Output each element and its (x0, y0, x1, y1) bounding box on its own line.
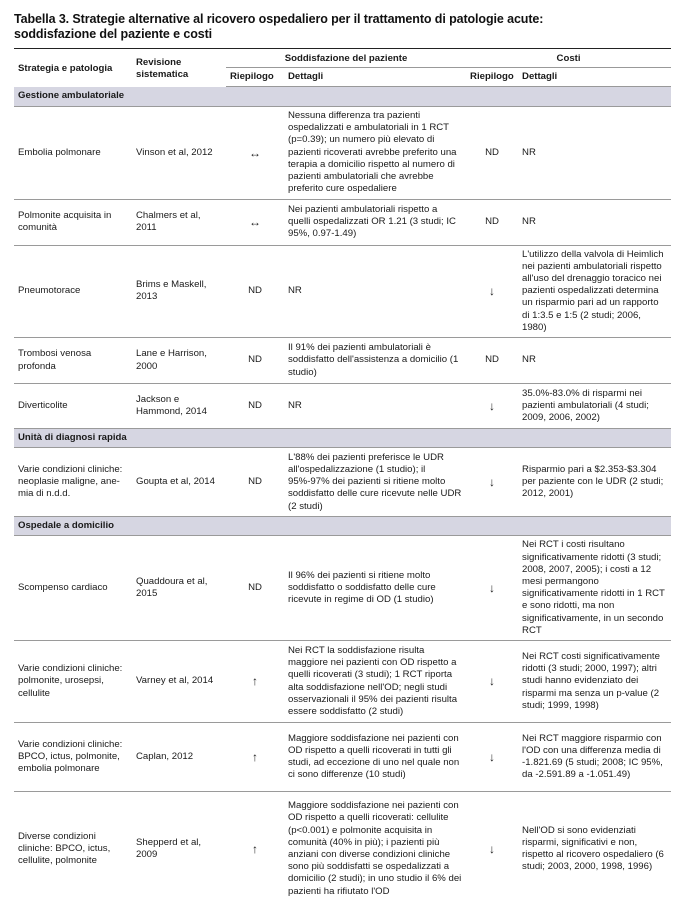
cell-riepilogo-soddisfazione: ↑ (226, 723, 284, 792)
header-riepilogo-soddisfazione: Riepilogo (226, 68, 284, 87)
cell-riepilogo-soddisfazione: ND (226, 536, 284, 641)
cell-dettagli-soddisfazione: Maggiore soddisfazione nei pazienti con OD rispetto a quelli ricoverati: cellulite (p<0.001) e polmonite acquisita in comunità (40% in più); i pazienti più anziani con diverse condizioni cliniche sono più soddisfatti se ospedalizzati a domicilio (2 studi); in uno studio il 6% dei pazienti ha rifiutato l'OD (288, 800, 462, 897)
cell-dettagli-soddisfazione: Nei pazienti ambulatoriali rispetto a quelli ospedalizzati OR 1.21 (3 studi; IC 95%, 0.97-1.49) (284, 199, 466, 245)
cell-dettagli-costi: Nei RCT maggiore risparmio con l'OD con una differenza media di -1.821.69 (5 studi; 2008; IC 95%, da -2.591.89 a -1.051.49) (518, 723, 671, 792)
table-row (14, 792, 671, 907)
cell-dettagli-costi: NR (518, 106, 671, 199)
table-row (14, 384, 671, 429)
cell-dettagli-soddisfazione: Nessuna differenza tra pazienti ospedalizzati e ambulatoriali in 1 RCT (p=0.39); un numero più elevato di pazienti ricoverati avrebbe preferito una terapia a domicilio rispetto al numero di pazienti ambulatoriali che avrebbe preferito cure ospedaliere (284, 106, 466, 199)
table-row (14, 641, 671, 723)
cell-revisione: Vinson et al, 2012 (132, 106, 226, 199)
cell-dettagli-costi: L'utilizzo della valvola di Heimlich nei pazienti ambulatoriali rispetto all'uso del drenaggio toracico nei pazienti ospedalizzati determina un risparmio pari ad un rapporto di 1:3.5 e 1:5 (2 studi; 2006, 1980) (518, 245, 671, 337)
table-row (14, 723, 671, 792)
cell-revisione: Lane e Harrison, 2000 (132, 338, 226, 384)
cell-strategia: Varie condizioni cliniche: polmonite, urosepsi, cellulite (14, 641, 132, 723)
section-row (14, 429, 671, 448)
cell-revisione: Brims e Maskell, 2013 (132, 245, 226, 337)
table-title-line2: soddisfazione del paziente e costi (14, 27, 213, 41)
cell-dettagli-soddisfazione: Maggiore soddisfazione nei pazienti con OD rispetto a quelli ricoverati in tutti gli studi, ad eccezione di uno nel quale non ci sono differenze (10 studi) (284, 723, 466, 792)
cell-strategia: Embolia polmonare (14, 106, 132, 199)
table-title (14, 12, 671, 42)
table-row (14, 199, 671, 245)
section-row (14, 87, 671, 106)
cell-riepilogo-costi: ND (466, 199, 518, 245)
cell-riepilogo-costi: ↓ (466, 641, 518, 723)
header-strategia: Strategia e patologia (14, 49, 132, 87)
cell-revisione: Chalmers et al, 2011 (132, 199, 226, 245)
cell-riepilogo-costi: ↓ (466, 448, 518, 517)
cell-revisione: Caplan, 2012 (132, 723, 226, 792)
cell-strategia: Diverse condizioni cliniche: BPCO, ictus, cellulite, polmonite (18, 830, 111, 867)
results-table (14, 48, 671, 906)
header-costi: Costi (466, 49, 671, 68)
section-udr: Unità di diagnosi rapida (14, 429, 671, 448)
cell-riepilogo-soddisfazione: ↑ (252, 841, 258, 856)
cell-revisione: Varney et al, 2014 (132, 641, 226, 723)
cell-dettagli-costi: Risparmio pari a $2.353-$3.304 per paziente con le UDR (2 studi; 2012, 2001) (518, 448, 671, 517)
cell-riepilogo-costi: ↓ (466, 384, 518, 429)
section-ambulatoriale: Gestione ambulatoriale (14, 87, 671, 106)
cell-dettagli-soddisfazione: Nei RCT la soddisfazione risulta maggiore nei pazienti con OD rispetto a quelli ricoverati (3 studi); 1 RCT riporta alta soddisfazione nell'OD; negli studi osservazionali il 95% dei pazienti risulta essere soddisfatto (2 studi) (284, 641, 466, 723)
table-title-line1: Tabella 3. Strategie alternative al ricovero ospedaliero per il trattamento di patologie acute: (14, 12, 544, 26)
cell-riepilogo-soddisfazione: ↔ (226, 199, 284, 245)
cell-riepilogo-costi: ↓ (466, 245, 518, 337)
cell-strategia: Polmonite acquisita in comunità (14, 199, 132, 245)
section-row (14, 517, 671, 536)
cell-riepilogo-costi: ND (466, 338, 518, 384)
cell-riepilogo-costi: ↓ (466, 536, 518, 641)
cell-riepilogo-soddisfazione: ↑ (226, 641, 284, 723)
cell-strategia: Varie condizioni cliniche: neoplasie maligne, ane-mia di n.d.d. (14, 448, 132, 517)
cell-dettagli-soddisfazione: L'88% dei pazienti preferisce le UDR all'ospedalizzazione (1 studio); il 95%-97% dei pazienti si ritiene molto soddisfatto delle cure ricevute nelle UDR (2 studi) (284, 448, 466, 517)
cell-dettagli-costi: Nei RCT costi significativamente ridotti (3 studi; 2000, 1997); altri studi hanno evidenziato dei risparmi ma senza un p-value (2 studi; 1999, 1998) (518, 641, 671, 723)
table-row (14, 448, 671, 517)
cell-revisione: Shepperd et al, 2009 (136, 836, 202, 861)
cell-riepilogo-soddisfazione: ND (226, 338, 284, 384)
table-row (14, 106, 671, 199)
cell-dettagli-costi: Nell'OD si sono evidenziati risparmi, significativi e non, rispetto al ricovero ospedaliero (6 studi; 2003, 2000, 1998, 1996) (522, 824, 664, 873)
header-revisione: Revisione sistematica (132, 49, 226, 87)
section-od: Ospedale a domicilio (14, 517, 671, 536)
header-dettagli-soddisfazione: Dettagli (284, 68, 466, 87)
table-row (14, 338, 671, 384)
cell-riepilogo-costi: ND (466, 106, 518, 199)
cell-revisione: Quaddoura et al, 2015 (132, 536, 226, 641)
cell-strategia: Trombosi venosa profonda (14, 338, 132, 384)
cell-strategia: Scompenso cardiaco (14, 536, 132, 641)
header-dettagli-costi: Dettagli (518, 68, 671, 87)
header-soddisfazione: Soddisfazione del paziente (226, 49, 466, 68)
cell-dettagli-costi: Nei RCT i costi risultano significativamente ridotti (3 studi; 2008, 2007, 2005); i costi a 12 mesi permangono significativamente ridotti in 1 RCT e sono ridotti, ma non significativamente, in un secondo RCT (518, 536, 671, 641)
table-row (14, 245, 671, 337)
cell-riepilogo-costi: ↓ (489, 841, 496, 856)
cell-revisione: Goupta et al, 2014 (132, 448, 226, 517)
table-row (14, 536, 671, 641)
cell-strategia: Diverticolite (14, 384, 132, 429)
cell-dettagli-costi: 35.0%-83.0% di risparmi nei pazienti ambulatoriali (4 studi; 2009, 2006, 2002) (518, 384, 671, 429)
cell-riepilogo-soddisfazione: ↔ (226, 106, 284, 199)
cell-revisione: Jackson e Hammond, 2014 (132, 384, 226, 429)
cell-riepilogo-soddisfazione: ND (226, 384, 284, 429)
cell-dettagli-soddisfazione: Il 91% dei pazienti ambulatoriali è soddisfatto dell'assistenza a domicilio (1 studio) (284, 338, 466, 384)
cell-dettagli-soddisfazione: NR (284, 245, 466, 337)
cell-dettagli-costi: NR (518, 199, 671, 245)
cell-strategia: Varie condizioni cliniche: BPCO, ictus, polmonite, embolia polmonare (14, 723, 132, 792)
cell-riepilogo-soddisfazione: ND (226, 245, 284, 337)
cell-dettagli-soddisfazione: NR (284, 384, 466, 429)
cell-dettagli-soddisfazione: Il 96% dei pazienti si ritiene molto soddisfatto o soddisfatto delle cure ricevute in regime di OD (1 studio) (284, 536, 466, 641)
cell-dettagli-costi: NR (518, 338, 671, 384)
cell-strategia: Pneumotorace (14, 245, 132, 337)
cell-riepilogo-costi: ↓ (466, 723, 518, 792)
cell-riepilogo-soddisfazione: ND (226, 448, 284, 517)
header-riepilogo-costi: Riepilogo (466, 68, 518, 87)
